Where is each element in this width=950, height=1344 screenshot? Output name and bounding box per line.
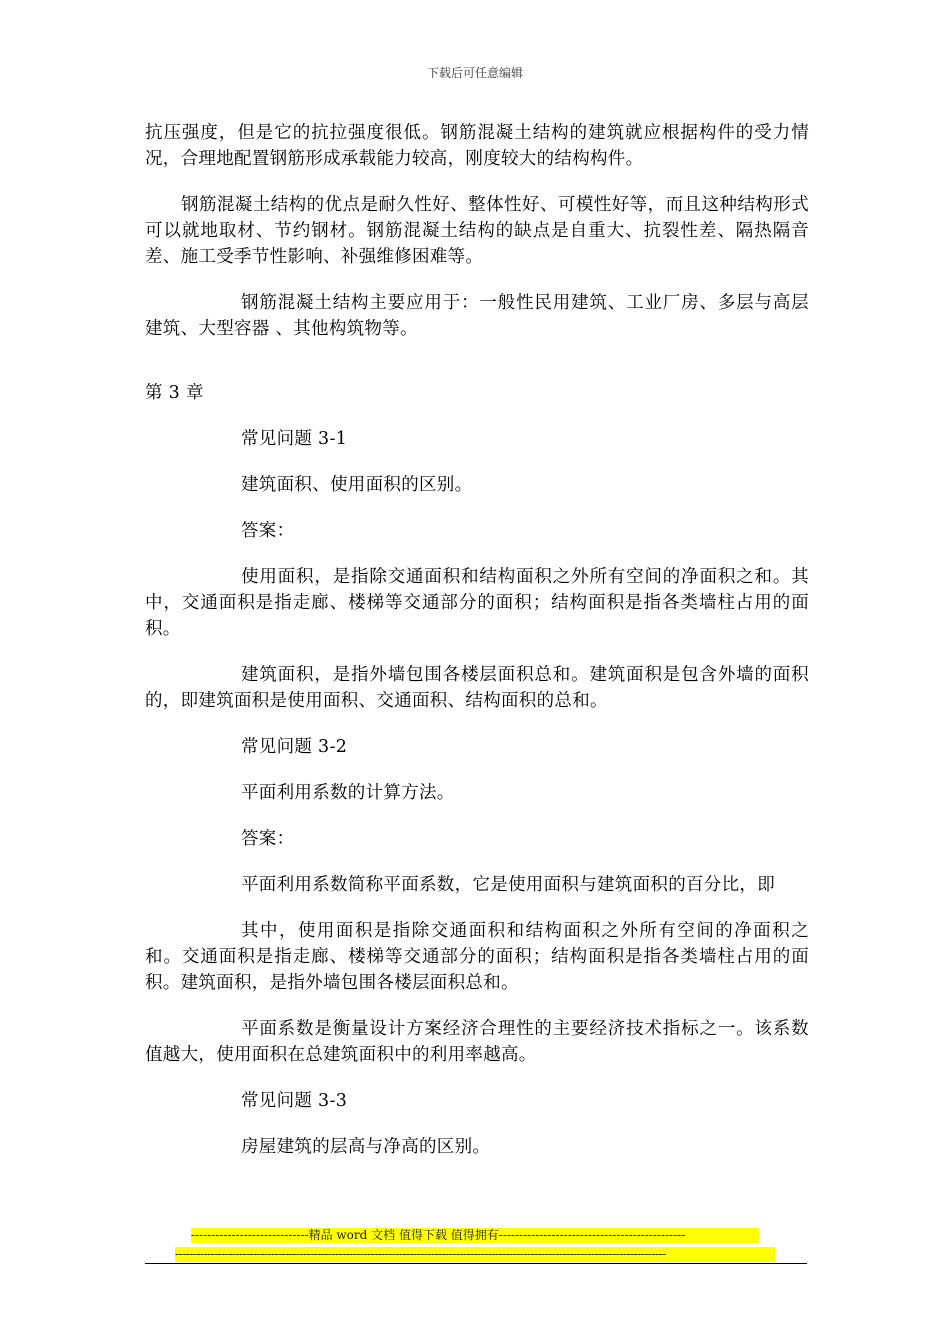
footer-rule: [145, 1263, 807, 1264]
paragraph: 抗压强度，但是它的抗拉强度很低。钢筋混凝土结构的建筑就应根据构件的受力情况，合理地配置钢筋形成承载能力较高，刚度较大的结构构件。: [145, 123, 809, 169]
question-text: 建筑面积、使用面积的区别。: [241, 475, 473, 495]
paragraph: 钢筋混凝土结构的优点是耐久性好、整体性好、可模性好等，而且这种结构形式可以就地取材、节约钢材。钢筋混凝土结构的缺点是自重大、抗裂性差、隔热隔音差、施工受季节性影响、补强维修困难等。: [145, 195, 809, 267]
footer-banner: [175, 1228, 775, 1266]
footer-line: -----------------------------精品 word 文档 值得下载 值得拥有----------------------------------------------: [191, 1228, 759, 1243]
question-text: 房屋建筑的层高与净高的区别。: [241, 1137, 491, 1157]
document-body: [145, 120, 809, 1180]
footer-line: ------------------------------------------------------------------------------------------------------------------------------------------: [175, 1247, 775, 1262]
paragraph: 使用面积，是指除交通面积和结构面积之外所有空间的净面积之和。其中，交通面积是指走廊、楼梯等交通部分的面积；结构面积是指各类墙柱占用的面积。: [145, 567, 809, 639]
paragraph: 平面利用系数简称平面系数，它是使用面积与建筑面积的百分比，即: [241, 875, 775, 895]
answer-label: 答案：: [241, 521, 295, 541]
header-note: 下载后可任意编辑: [426, 66, 523, 80]
answer-label: 答案：: [241, 829, 295, 849]
paragraph: 其中，使用面积是指除交通面积和结构面积之外所有空间的净面积之和。交通面积是指走廊、楼梯等交通部分的面积；结构面积是指各类墙柱占用的面积。建筑面积，是指外墙包围各楼层面积总和。: [145, 921, 809, 993]
chapter-heading: 第 3 章: [145, 383, 204, 403]
question-text: 平面利用系数的计算方法。: [241, 783, 455, 803]
question-title: 常见问题 3-3: [241, 1091, 348, 1111]
paragraph: 平面系数是衡量设计方案经济合理性的主要经济技术指标之一。该系数值越大，使用面积在总建筑面积中的利用率越高。: [145, 1019, 809, 1065]
paragraph: 建筑面积，是指外墙包围各楼层面积总和。建筑面积是包含外墙的面积的，即建筑面积是使用面积、交通面积、结构面积的总和。: [145, 665, 809, 711]
paragraph: 钢筋混凝土结构主要应用于：一般性民用建筑、工业厂房、多层与高层建筑、大型容器 、其他构筑物等。: [145, 293, 809, 339]
question-title: 常见问题 3-2: [241, 737, 348, 757]
question-title: 常见问题 3-1: [241, 429, 348, 449]
